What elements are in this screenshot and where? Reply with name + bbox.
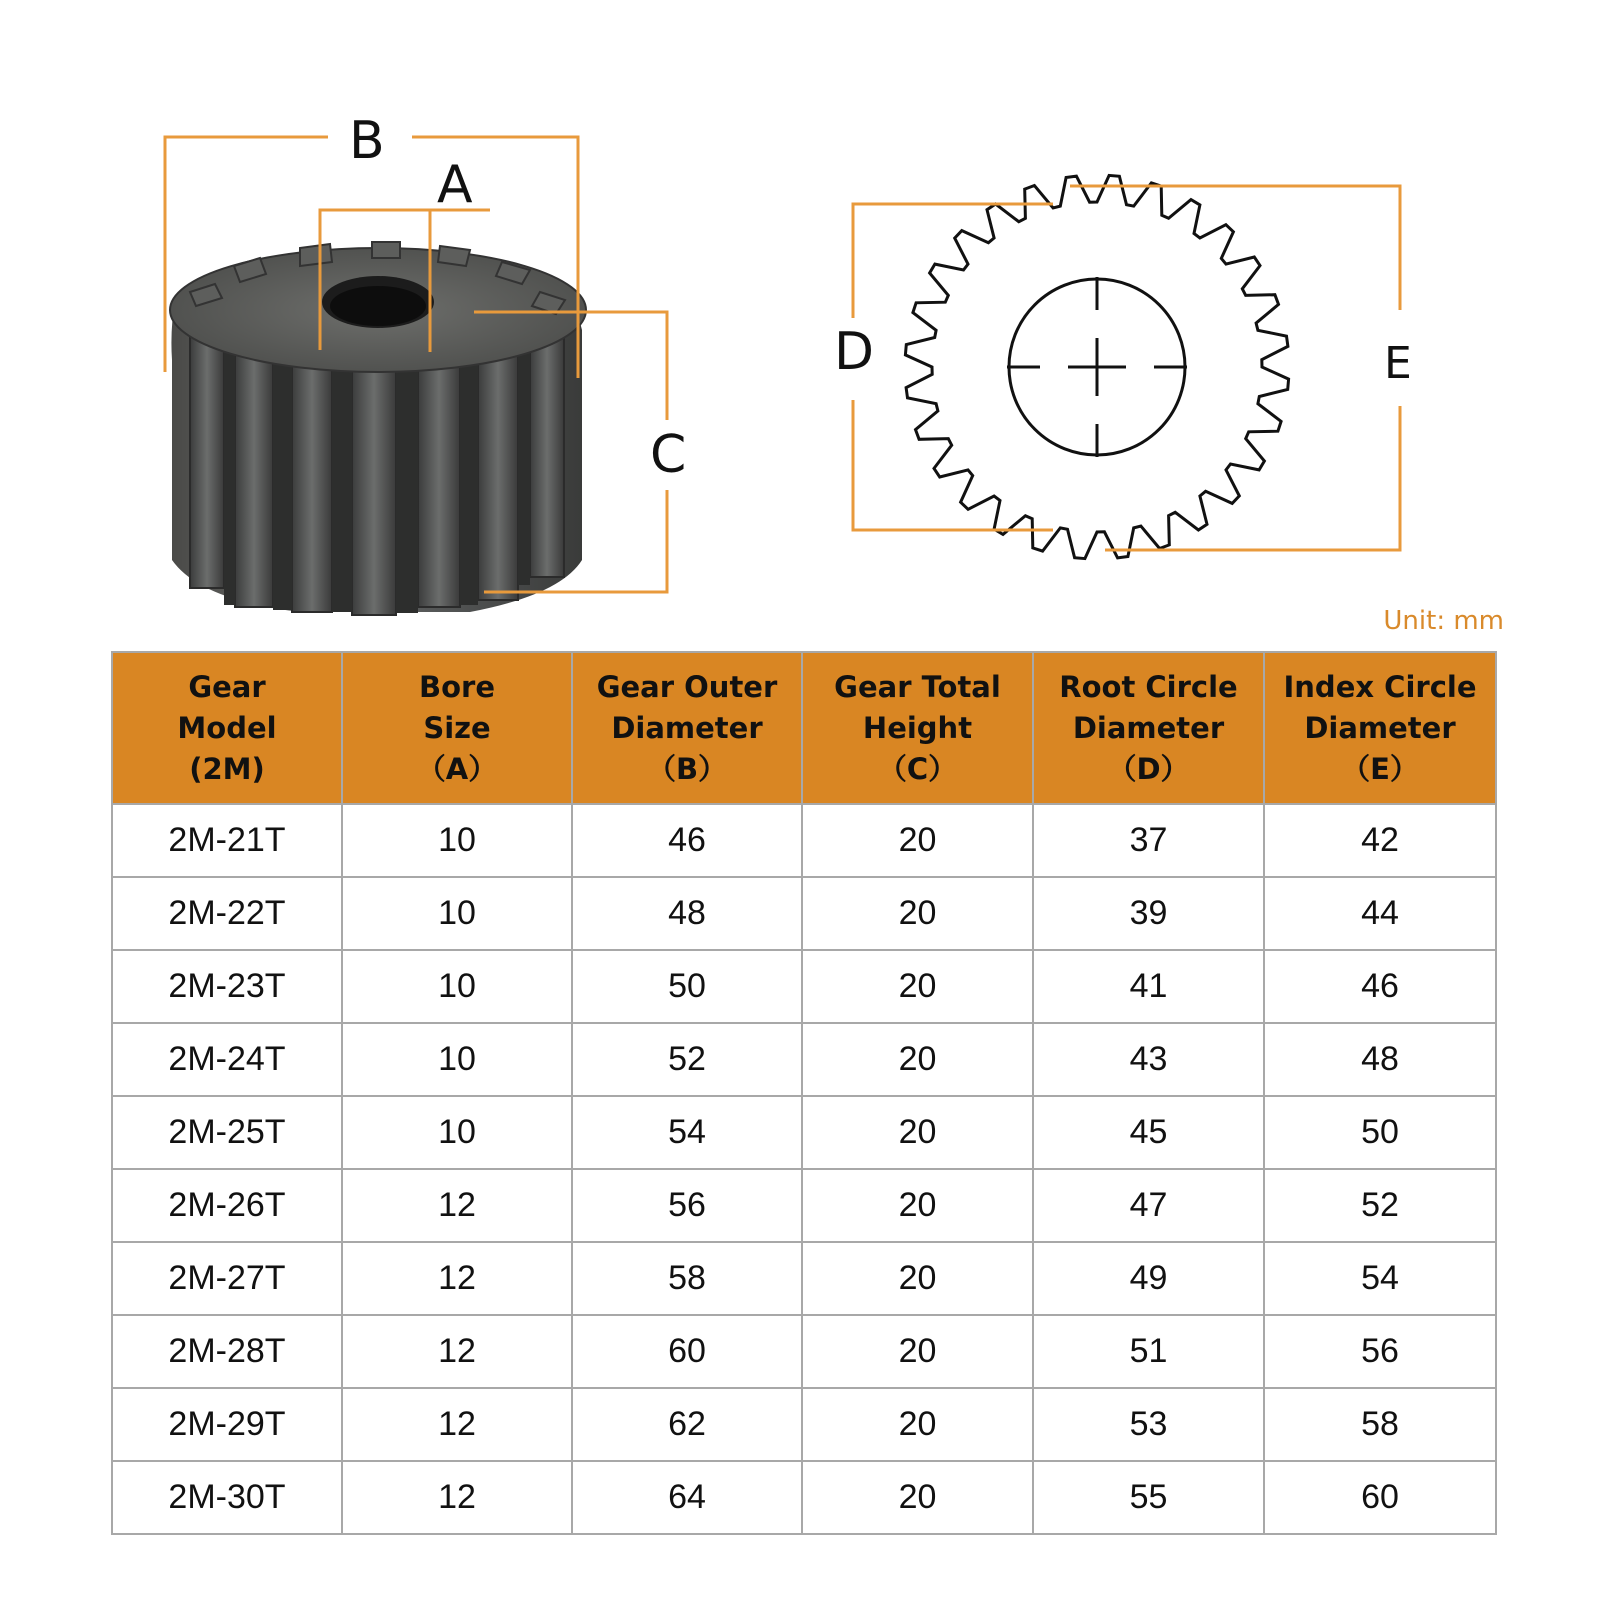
table-row xyxy=(112,877,1496,950)
index-circle-diameter-cell: 54 xyxy=(1264,1242,1496,1315)
gear-model-cell: 2M-24T xyxy=(112,1023,342,1096)
outer-diameter-cell: 48 xyxy=(572,877,802,950)
root-circle-diameter-cell: 39 xyxy=(1033,877,1264,950)
unit-label: Unit: mm xyxy=(1383,606,1504,636)
gear-model-cell: 2M-28T xyxy=(112,1315,342,1388)
gear-model-cell: 2M-22T xyxy=(112,877,342,950)
index-circle-diameter-cell: 56 xyxy=(1264,1315,1496,1388)
dimension-label-d: D xyxy=(834,322,875,382)
bore-size-cell: 10 xyxy=(342,877,572,950)
header-total-height: Gear Total Height （C） xyxy=(802,652,1033,804)
gear-photo xyxy=(170,242,586,615)
outer-diameter-cell: 52 xyxy=(572,1023,802,1096)
outer-diameter-cell: 64 xyxy=(572,1461,802,1534)
root-circle-diameter-cell: 51 xyxy=(1033,1315,1264,1388)
root-circle-diameter-cell: 45 xyxy=(1033,1096,1264,1169)
total-height-cell: 20 xyxy=(802,804,1033,877)
dimension-label-a: A xyxy=(437,155,473,215)
outer-diameter-cell: 46 xyxy=(572,804,802,877)
outer-diameter-cell: 58 xyxy=(572,1242,802,1315)
table-row xyxy=(112,1461,1496,1534)
bore-size-cell: 12 xyxy=(342,1315,572,1388)
index-circle-diameter-cell: 42 xyxy=(1264,804,1496,877)
gear-model-cell: 2M-26T xyxy=(112,1169,342,1242)
total-height-cell: 20 xyxy=(802,1242,1033,1315)
table-row xyxy=(112,1388,1496,1461)
gear-model-cell: 2M-27T xyxy=(112,1242,342,1315)
root-circle-diameter-cell: 41 xyxy=(1033,950,1264,1023)
index-circle-diameter-cell: 44 xyxy=(1264,877,1496,950)
total-height-cell: 20 xyxy=(802,1461,1033,1534)
outer-diameter-cell: 60 xyxy=(572,1315,802,1388)
outer-diameter-cell: 50 xyxy=(572,950,802,1023)
bore-size-cell: 12 xyxy=(342,1242,572,1315)
gear-spec-table xyxy=(111,651,1497,1535)
bore-size-cell: 10 xyxy=(342,1023,572,1096)
dimension-lines-right xyxy=(853,186,1400,550)
gear-model-cell: 2M-29T xyxy=(112,1388,342,1461)
table-row xyxy=(112,1169,1496,1242)
table-body xyxy=(112,804,1496,1534)
bore-size-cell: 12 xyxy=(342,1461,572,1534)
outer-diameter-cell: 62 xyxy=(572,1388,802,1461)
total-height-cell: 20 xyxy=(802,1388,1033,1461)
root-circle-diameter-cell: 53 xyxy=(1033,1388,1264,1461)
root-circle-diameter-cell: 49 xyxy=(1033,1242,1264,1315)
header-outer-diameter: Gear Outer Diameter （B） xyxy=(572,652,802,804)
header-root-circle-diameter: Root Circle Diameter （D） xyxy=(1033,652,1264,804)
gear-model-cell: 2M-23T xyxy=(112,950,342,1023)
root-circle-diameter-cell: 47 xyxy=(1033,1169,1264,1242)
index-circle-diameter-cell: 46 xyxy=(1264,950,1496,1023)
table-row xyxy=(112,804,1496,877)
gear-dimension-figure xyxy=(0,0,1600,640)
dimension-label-e: E xyxy=(1384,338,1412,389)
bore-size-cell: 10 xyxy=(342,1096,572,1169)
table-row xyxy=(112,1023,1496,1096)
header-gear-model: Gear Model (2M) xyxy=(112,652,342,804)
dimension-label-c: C xyxy=(650,425,687,485)
dimension-label-b: B xyxy=(349,111,385,171)
table-row xyxy=(112,1242,1496,1315)
index-circle-diameter-cell: 48 xyxy=(1264,1023,1496,1096)
total-height-cell: 20 xyxy=(802,1169,1033,1242)
root-circle-diameter-cell: 55 xyxy=(1033,1461,1264,1534)
total-height-cell: 20 xyxy=(802,950,1033,1023)
total-height-cell: 20 xyxy=(802,1096,1033,1169)
header-index-circle-diameter: Index Circle Diameter （E） xyxy=(1264,652,1496,804)
bore-size-cell: 10 xyxy=(342,804,572,877)
bore-size-cell: 12 xyxy=(342,1169,572,1242)
index-circle-diameter-cell: 52 xyxy=(1264,1169,1496,1242)
table-header-row xyxy=(112,652,1496,804)
gear-model-cell: 2M-21T xyxy=(112,804,342,877)
index-circle-diameter-cell: 58 xyxy=(1264,1388,1496,1461)
gear-model-cell: 2M-25T xyxy=(112,1096,342,1169)
table-row xyxy=(112,1315,1496,1388)
total-height-cell: 20 xyxy=(802,877,1033,950)
root-circle-diameter-cell: 43 xyxy=(1033,1023,1264,1096)
gear-model-cell: 2M-30T xyxy=(112,1461,342,1534)
total-height-cell: 20 xyxy=(802,1315,1033,1388)
header-bore-size: Bore Size （A） xyxy=(342,652,572,804)
index-circle-diameter-cell: 50 xyxy=(1264,1096,1496,1169)
bore-size-cell: 12 xyxy=(342,1388,572,1461)
table-row xyxy=(112,950,1496,1023)
root-circle-diameter-cell: 37 xyxy=(1033,804,1264,877)
bore-size-cell: 10 xyxy=(342,950,572,1023)
outer-diameter-cell: 56 xyxy=(572,1169,802,1242)
gear-outline-diagram xyxy=(905,175,1288,558)
table-row xyxy=(112,1096,1496,1169)
index-circle-diameter-cell: 60 xyxy=(1264,1461,1496,1534)
total-height-cell: 20 xyxy=(802,1023,1033,1096)
outer-diameter-cell: 54 xyxy=(572,1096,802,1169)
